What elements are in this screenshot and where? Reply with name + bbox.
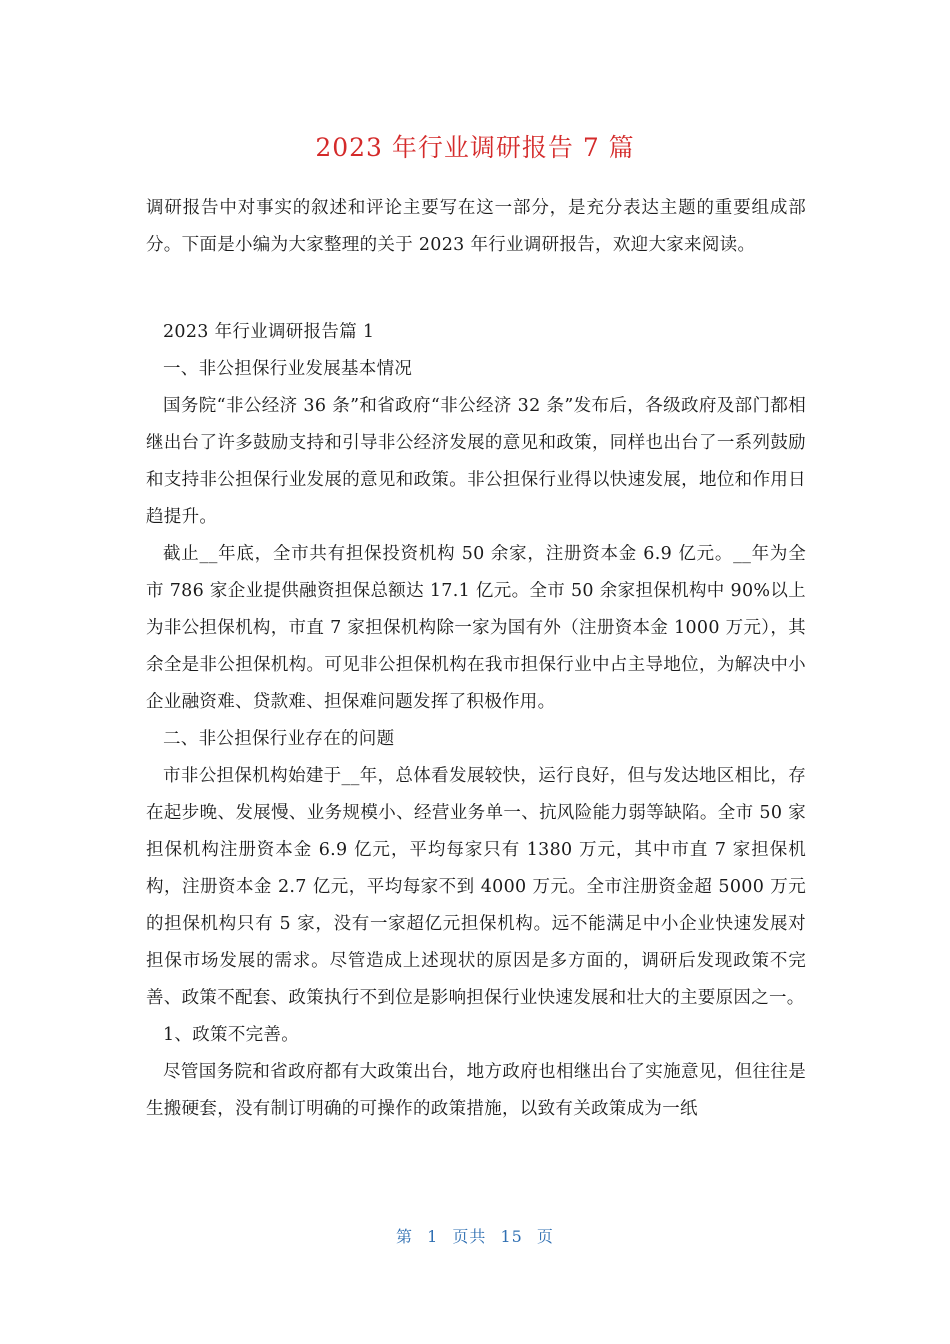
page-footer: 第 1 页共 15 页	[396, 1227, 554, 1246]
paragraph-gap	[146, 264, 806, 314]
body-paragraph: 市非公担保机构始建于__年，总体看发展较快，运行良好，但与发达地区相比，存在起步晚、发展慢、业务规模小、经营业务单一、抗风险能力弱等缺陷。全市 50 家担保机构注册资本金 6.9 亿元，平均每家只有 1380 万元，其中市直 7 家担保机构，注册资本金 2.7 亿元，平均每家不到 4000 万元。全市注册资金超 5000 万元的担保机构只有 5 家，没有一家超亿元担保机构。远不能满足中小企业快速发展对担保市场发展的需求。尽管造成上述现状的原因是多方面的，调研后发现政策不完善、政策不配套、政策执行不到位是影响担保行业快速发展和壮大的主要原因之一。	[146, 766, 806, 1008]
intro-paragraph: 调研报告中对事实的叙述和评论主要写在这一部分，是充分表达主题的重要组成部分。下面是小编为大家整理的关于 2023 年行业调研报告，欢迎大家来阅读。	[146, 198, 806, 255]
document-title: 2023 年行业调研报告 7 篇	[315, 133, 635, 162]
section-heading-2: 二、非公担保行业存在的问题	[163, 729, 395, 749]
section-heading-part-1: 2023 年行业调研报告篇 1	[163, 322, 375, 342]
subsection-heading-1: 1、政策不完善。	[163, 1025, 300, 1045]
body-paragraph: 国务院“非公经济 36 条”和省政府“非公经济 32 条”发布后，各级政府及部门都相继出台了许多鼓励支持和引导非公经济发展的意见和政策，同样也出台了一系列鼓励和支持非公担保行业发展的意见和政策。非公担保行业得以快速发展，地位和作用日趋提升。	[146, 396, 806, 527]
body-paragraph: 截止__年底，全市共有担保投资机构 50 余家，注册资本金 6.9 亿元。__年为全市 786 家企业提供融资担保总额达 17.1 亿元。全市 50 余家担保机构中 90%以上为非公担保机构，市直 7 家担保机构除一家为国有外（注册资本金 1000 万元），其余全是非公担保机构。可见非公担保机构在我市担保行业中占主导地位，为解决中小企业融资难、贷款难、担保难问题发挥了积极作用。	[146, 544, 806, 712]
body-paragraph: 尽管国务院和省政府都有大政策出台，地方政府也相继出台了实施意见，但往往是生搬硬套，没有制订明确的可操作的政策措施，以致有关政策成为一纸	[146, 1062, 806, 1119]
section-heading-1: 一、非公担保行业发展基本情况	[163, 359, 413, 379]
document-body	[146, 190, 806, 1128]
